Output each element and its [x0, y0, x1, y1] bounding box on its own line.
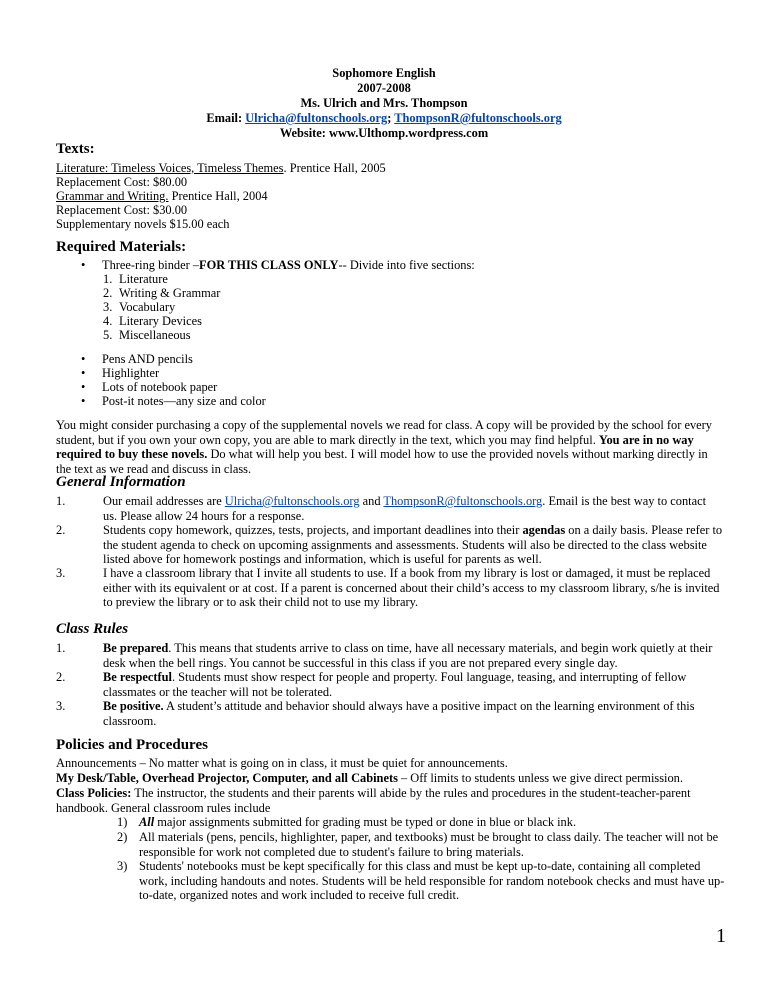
email-label: Email: — [206, 111, 246, 125]
policy-item-3: Students' notebooks must be kept specifically for this class and must be kept up-to-date, containing all completed work, including handouts and notes. Students will be held responsible for random notebook checks and must have up-to-date, organized notes and work included to receive full credit. — [139, 859, 725, 902]
grammar-title: Grammar and Writing. — [56, 189, 169, 203]
bullet-icon: • — [81, 258, 86, 272]
grammar-publisher: Prentice Hall, 2004 — [168, 189, 268, 203]
general-item-1-text: Our email addresses are — [103, 494, 225, 508]
email-link-thompson[interactable]: ThompsonR@fultonschools.org — [383, 494, 543, 508]
rule-number-1: 1. — [56, 641, 66, 655]
section-item: Miscellaneous — [119, 328, 191, 342]
bullet-icon: • — [81, 394, 86, 408]
rule-item-3 — [103, 699, 725, 728]
website-url: www.Ulthomp.wordpress.com — [329, 126, 489, 140]
literature-publisher: . Prentice Hall, 2005 — [283, 161, 386, 175]
binder-text-c: -- Divide into five sections: — [338, 258, 475, 272]
general-number-2: 2. — [56, 523, 66, 537]
section-item: Literary Devices — [119, 314, 202, 328]
literature-title: Literature: Timeless Voices, Timeless Themes — [56, 161, 284, 175]
agendas-word: agendas — [522, 523, 566, 537]
novels-note-b: You are in no way required to buy these novels. — [56, 432, 694, 461]
section-number-5: 5. — [103, 328, 113, 342]
general-item-1-and: and — [359, 494, 384, 508]
teacher-names: Ms. Ulrich and Mrs. Thompson — [300, 96, 468, 110]
rule-3-text: A student’s attitude and behavior should always have a positive impact on the learning environment of this classroom. — [103, 699, 695, 728]
section-number-3: 3. — [103, 300, 113, 314]
rule-3-title: Be positive. — [103, 699, 164, 713]
school-year: 2007-2008 — [357, 81, 411, 95]
general-item-1 — [103, 494, 723, 523]
binder-text-a: Three-ring binder – — [102, 258, 200, 272]
material-label: Highlighter — [102, 366, 160, 380]
general-item-3: I have a classroom library that I invite all students to use. If a book from my library is lost or damaged, it must be replaced either with its equivalent or at cost. If a parent is concerned about their child’s access to my classroom library, s/he is invited to preview the library or to ask their child not to use my library. — [103, 566, 720, 609]
rule-item-1 — [103, 641, 725, 670]
desk-policy-text: – Off limits to students unless we give direct permission. — [397, 771, 683, 785]
novels-cost: Supplementary novels $15.00 each — [56, 217, 230, 231]
grammar-text-line — [56, 189, 268, 204]
policy-number-3: 3) — [117, 859, 128, 873]
class-policies — [56, 786, 726, 815]
course-title: Sophomore English — [332, 66, 436, 80]
rule-number-3: 3. — [56, 699, 66, 713]
literature-cost: Replacement Cost: $80.00 — [56, 175, 188, 189]
general-item-1-rest: . Email is the best way to contact us. Please allow 24 hours for a response. — [103, 494, 707, 523]
policy-number-1: 1) — [117, 815, 128, 829]
general-number-1: 1. — [56, 494, 66, 508]
texts-heading: Texts: — [56, 141, 95, 157]
section-number-2: 2. — [103, 286, 113, 300]
policies-heading: Policies and Procedures — [56, 737, 208, 753]
email-link-thompson[interactable]: ThompsonR@fultonschools.org — [394, 111, 562, 125]
general-item-2 — [103, 523, 723, 567]
general-number-3: 3. — [56, 566, 66, 580]
website-line — [0, 126, 768, 142]
section-item: Vocabulary — [119, 300, 176, 314]
email-link-ulrich[interactable]: Ulricha@fultonschools.org — [224, 494, 360, 508]
literature-text-line — [56, 161, 386, 176]
section-item: Writing & Grammar — [119, 286, 221, 300]
policy-1-text: major assignments submitted for grading must be typed or done in blue or black ink. — [154, 815, 577, 829]
class-policies-text: The instructor, the students and their parents will abide by the rules and procedures in the student-teacher-parent handbook. General classroom rules include — [56, 786, 691, 815]
policy-item-1 — [139, 815, 725, 830]
email-link-ulrich[interactable]: Ulricha@fultonschools.org — [245, 111, 388, 125]
bullet-icon: • — [81, 366, 86, 380]
rule-2-title: Be respectful — [103, 670, 172, 684]
announcements-policy: Announcements – No matter what is going on in class, it must be quiet for announcements. — [56, 756, 508, 770]
email-separator: ; — [387, 111, 395, 125]
class-policies-title: Class Policies: — [56, 786, 132, 800]
rules-heading: Class Rules — [56, 621, 129, 637]
rule-1-text: . This means that students arrive to class on time, have all necessary materials, and begin work quietly at their desk when the bell rings. You cannot be successful in this class if you are not prepared every single day. — [103, 641, 713, 670]
rule-2-text: . Students must show respect for people and property. Foul language, teasing, and interrupting of fellow classmates or the teacher will not be tolerated. — [103, 670, 687, 699]
general-item-2-text: Students copy homework, quizzes, tests, projects, and important deadlines into their — [103, 523, 523, 537]
general-item-2-rest: on a daily basis. Please refer to the student agenda to check on upcoming assignments and assessments. Students will also be directed to the class website listed above for homework postings and information, which is useful for parents as well. — [103, 523, 723, 566]
email-line — [0, 111, 768, 127]
material-label: Post-it notes—any size and color — [102, 394, 266, 408]
materials-heading: Required Materials: — [56, 239, 187, 255]
policy-1-emphasis: All — [139, 815, 155, 829]
policy-number-2: 2) — [117, 830, 128, 844]
desk-policy-title: My Desk/Table, Overhead Projector, Computer, and all Cabinets — [56, 771, 398, 785]
material-label: Lots of notebook paper — [102, 380, 218, 394]
website-label: Website: — [279, 126, 330, 140]
desk-policy — [56, 771, 683, 786]
novels-note-c: Do what will help you best. I will model how to use the provided novels without marking directly in the text as we read and discuss in class. — [56, 447, 708, 476]
section-item: Literature — [119, 272, 168, 286]
novels-note — [56, 418, 724, 476]
binder-text-b: FOR THIS CLASS ONLY — [199, 258, 339, 272]
rule-number-2: 2. — [56, 670, 66, 684]
bullet-icon: • — [81, 352, 86, 366]
section-number-4: 4. — [103, 314, 113, 328]
page-number: 1 — [716, 925, 726, 947]
grammar-cost: Replacement Cost: $30.00 — [56, 203, 188, 217]
policy-item-2: All materials (pens, pencils, highlighter, paper, and textbooks) must be brought to class daily. The teacher will not be responsible for work not completed due to student's failure to bring materials. — [139, 830, 719, 859]
novels-note-a: You might consider purchasing a copy of the supplemental novels we read for class. A copy will be provided by the school for every student, but if you own your own copy, you are able to mark directly in the text, which you may find helpful. — [56, 418, 712, 447]
rule-1-title: Be prepared — [103, 641, 169, 655]
general-heading: General Information — [56, 474, 186, 490]
bullet-icon: • — [81, 380, 86, 394]
section-number-1: 1. — [103, 272, 113, 286]
rule-item-2 — [103, 670, 725, 699]
material-label: Pens AND pencils — [102, 352, 193, 366]
